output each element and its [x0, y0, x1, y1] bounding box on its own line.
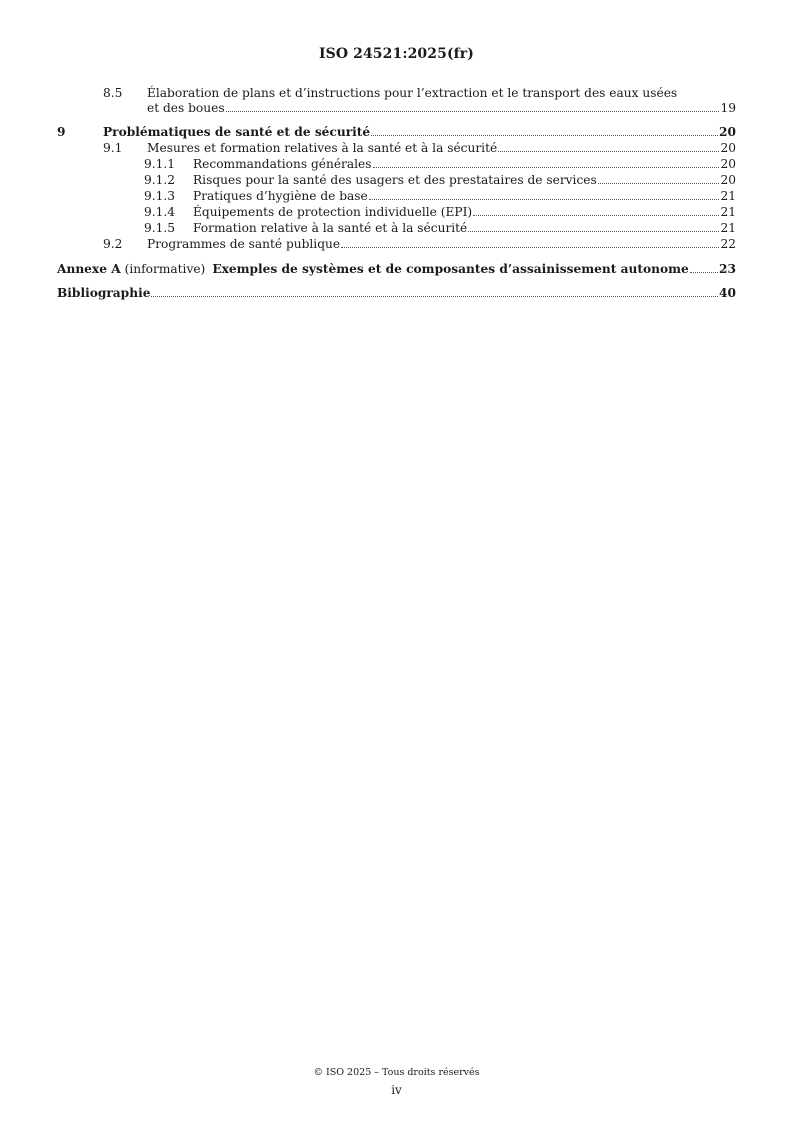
- toc-number: 9: [57, 125, 66, 139]
- toc-number: 9.1.5: [144, 221, 176, 235]
- toc-entry-9-1-4[interactable]: [0, 205, 793, 221]
- toc-page: 22: [720, 237, 736, 251]
- toc-title: Équipements de protection individuelle (EPI): [193, 205, 473, 219]
- toc-entry-line: [57, 286, 736, 301]
- toc-entry-line: [193, 221, 736, 236]
- dot-leader: [598, 183, 720, 184]
- toc-entry-9-1[interactable]: [0, 141, 793, 157]
- toc-title: Programmes de santé publique: [147, 237, 341, 251]
- toc-number: 9.1.2: [144, 173, 176, 187]
- dot-leader: [690, 272, 718, 273]
- dot-leader: [371, 135, 718, 136]
- toc-title: Formation relative à la santé et à la sécurité: [193, 221, 468, 235]
- toc-title: Problématiques de santé et de sécurité: [103, 125, 371, 139]
- dot-leader: [498, 151, 719, 152]
- toc-number: 9.1: [103, 141, 123, 155]
- annex-title: Exemples de systèmes et de composantes d’assainissement autonome: [212, 262, 689, 276]
- toc-number: 8.5: [103, 86, 123, 100]
- copyright-notice: © ISO 2025 – Tous droits réservés: [313, 1067, 480, 1078]
- toc-entry-9[interactable]: [0, 125, 793, 141]
- toc-entry-8-5-cont[interactable]: [0, 101, 793, 117]
- toc-page: 20: [720, 141, 736, 155]
- toc-entry-line: [193, 173, 736, 188]
- toc-page: 21: [720, 205, 736, 219]
- toc-entry-9-2[interactable]: [0, 237, 793, 253]
- dot-leader: [473, 215, 719, 216]
- toc-page: 20: [719, 125, 736, 139]
- toc-entry-line: [147, 141, 736, 156]
- toc-title-line2: et des boues: [147, 101, 225, 115]
- toc-entry-9-1-5[interactable]: [0, 221, 793, 237]
- toc-entry-annex-a[interactable]: [0, 262, 793, 278]
- dot-leader: [468, 231, 719, 232]
- dot-leader: [151, 296, 718, 297]
- annex-label: Annexe A: [57, 262, 121, 276]
- toc-page: 40: [719, 286, 736, 300]
- toc-entry-line: [147, 237, 736, 252]
- toc-title: Recommandations générales: [193, 157, 372, 171]
- toc-entry-8-5[interactable]: [0, 86, 793, 102]
- toc-page: 20: [720, 157, 736, 171]
- toc-number: 9.1.3: [144, 189, 176, 203]
- toc-page: 21: [720, 189, 736, 203]
- toc-entry-9-1-3[interactable]: [0, 189, 793, 205]
- toc-title: Mesures et formation relatives à la santé et à la sécurité: [147, 141, 498, 155]
- toc-entry-9-1-2[interactable]: [0, 173, 793, 189]
- toc-number: 9.1.4: [144, 205, 176, 219]
- dot-leader: [373, 167, 720, 168]
- toc-entry-line: [193, 205, 736, 220]
- toc-title-line1: Élaboration de plans et d’instructions pour l’extraction et le transport des eaux usées: [147, 86, 678, 100]
- toc-entry-line: [103, 125, 736, 140]
- toc-number: 9.1.1: [144, 157, 176, 171]
- dot-leader: [341, 247, 719, 248]
- toc-entry-line: [193, 189, 736, 204]
- toc-page: 20: [720, 173, 736, 187]
- toc-page: 21: [720, 221, 736, 235]
- toc-entry-line: [57, 262, 736, 277]
- annex-type: (informative): [124, 262, 206, 276]
- page-number: iv: [391, 1083, 402, 1097]
- toc-page: 19: [720, 101, 736, 115]
- toc-entry-line: [193, 157, 736, 172]
- document-header: ISO 24521:2025(fr): [318, 46, 474, 62]
- dot-leader: [369, 199, 720, 200]
- toc-title: Bibliographie: [57, 286, 151, 300]
- toc-title: Pratiques d’hygiène de base: [193, 189, 368, 203]
- toc-page: 23: [719, 262, 736, 276]
- toc-number: 9.2: [103, 237, 123, 251]
- toc-entry-9-1-1[interactable]: [0, 157, 793, 173]
- toc-entry-line: [147, 101, 736, 116]
- dot-leader: [226, 111, 720, 112]
- toc-title: Risques pour la santé des usagers et des prestataires de services: [193, 173, 597, 187]
- toc-entry-bibliography[interactable]: [0, 286, 793, 302]
